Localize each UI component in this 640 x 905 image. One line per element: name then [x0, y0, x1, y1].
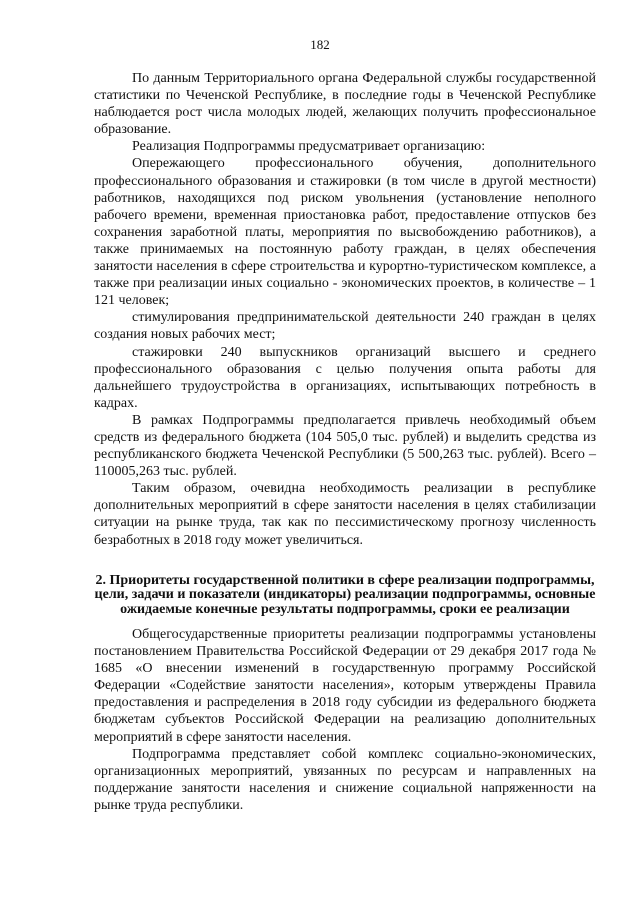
paragraph-entrepreneurship: стимулирования предпринимательской деятельности 240 граждан в целях создания новых рабочих мест; — [94, 310, 596, 343]
paragraph-organization-intro: Реализация Подпрограммы предусматривает организацию: — [132, 139, 486, 155]
paragraph-statistics: По данным Территориального органа Федеральной службы государственной статистики по Чеченской Республике, в последние годы в Чеченской Республике наблюдается рост числа молодых людей, желающих получить профессиональное образование. — [94, 71, 596, 138]
paragraph-priorities: Общегосударственные приоритеты реализации подпрограммы установлены постановлением Правительства Российской Федерации от 29 декабря 2017 года № 1685 «О внесении изменений в государственную программу Российской Федерации «Содействие занятости населения», которым утверждены Правила предоставления и распределения в 2018 году субсидии из федерального бюджета бюджетам субъектов Российской Федерации на реализацию дополнительных мероприятий в сфере занятости населения. — [94, 627, 596, 745]
section-spacer — [94, 549, 596, 574]
paragraph-conclusion: Таким образом, очевидна необходимость реализации в республике дополнительных мероприятий в сфере занятости населения в целях стабилизации ситуации на рынке труда, так как по пессимистическому прогнозу численность безработных в 2018 году может увеличиться. — [94, 481, 596, 548]
section-heading: 2. Приоритеты государственной политики в сфере реализации подпрограммы, цели, задачи и показатели (индикаторы) реализации подпрограммы, основные ожидаемые конечные результаты подпрограммы, сроки ее реализации — [94, 572, 596, 618]
paragraph-advanced-training: Опережающего профессионального обучения, дополнительного профессионального образования и стажировки (в том числе в другой местности) работников, находящихся под риском увольнения (установление неполного рабочего времени, временная приостановка работ, предоставление отпусков без сохранения заработной платы, мероприятия по высвобождению работников), а также принимаемых на постоянную работу граждан, в целях обеспечения занятости населения в сфере строительства и курортно-туристическом комплексе, а также при реализации иных социально - экономических проектов, в количестве – 1 121 человек; — [94, 156, 596, 309]
paragraph-funding: В рамках Подпрограммы предполагается привлечь необходимый объем средств из федерального бюджета (104 505,0 тыс. рублей) и выделить средства из республиканского бюджета Чеченской Республики (5 500,263 тыс. рублей). Всего – 110005,263 тыс. рублей. — [94, 412, 596, 480]
page-number: 182 — [310, 37, 330, 52]
paragraph-subprogram-complex: Подпрограмма представляет собой комплекс социально-экономических, организационных мероприятий, увязанных по ресурсам и направленных на поддержание занятости населения и снижение социальной напряженности на рынке труда республики. — [94, 746, 596, 813]
paragraph-internships: стажировки 240 выпускников организаций высшего и среднего профессионального образования с целью получения опыта работы для дальнейшего трудоустройства в организациях, испытывающих потребность в кадрах. — [94, 344, 596, 411]
page-body — [94, 70, 596, 814]
